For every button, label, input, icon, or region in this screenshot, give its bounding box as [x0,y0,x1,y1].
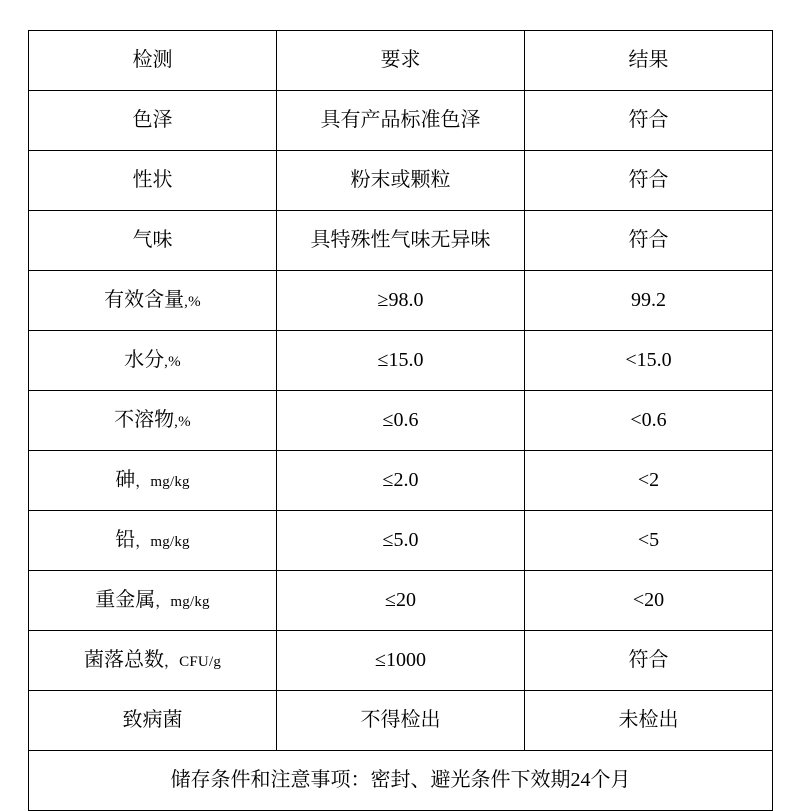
item-unit: ,% [174,414,191,430]
cell-result: <2 [525,451,773,511]
table-header-row [29,31,773,91]
cell-item [29,451,277,511]
cell-result: 符合 [525,631,773,691]
cell-requirement: ≥98.0 [277,271,525,331]
item-label: 重金属 [95,589,156,611]
item-unit: ,% [164,354,181,370]
cell-item [29,331,277,391]
cell-item [29,91,277,151]
table-row [29,631,773,691]
item-label: 砷 [115,469,136,491]
cell-item [29,511,277,571]
cell-result: <15.0 [525,331,773,391]
cell-item [29,271,277,331]
column-header-item: 检测 [29,31,277,91]
cell-requirement: 不得检出 [277,691,525,751]
cell-requirement: 具特殊性气味无异味 [277,211,525,271]
item-unit: ，CFU/g [163,654,222,670]
item-unit: ，mg/kg [155,594,210,610]
cell-item [29,571,277,631]
table-row [29,451,773,511]
cell-result: <20 [525,571,773,631]
item-label: 致病菌 [122,709,183,731]
item-unit: ,% [184,294,201,310]
item-label: 气味 [132,229,173,251]
table-row [29,391,773,451]
item-label: 性状 [132,169,173,191]
table-row [29,271,773,331]
column-header-requirement: 要求 [277,31,525,91]
cell-result: 符合 [525,91,773,151]
item-label: 有效含量 [104,289,185,311]
table-body [29,31,773,811]
storage-note: 储存条件和注意事项：密封、避光条件下效期24个月 [29,751,773,811]
item-label: 不溶物 [114,409,175,431]
table-row [29,91,773,151]
table-note-row [29,751,773,811]
cell-item [29,691,277,751]
item-label: 铅 [115,529,136,551]
cell-item [29,211,277,271]
table-row [29,211,773,271]
item-label: 水分 [124,349,165,371]
cell-requirement: ≤20 [277,571,525,631]
cell-requirement: ≤1000 [277,631,525,691]
cell-requirement: 粉末或颗粒 [277,151,525,211]
cell-requirement: ≤2.0 [277,451,525,511]
table-row [29,331,773,391]
item-unit: ，mg/kg [135,534,190,550]
cell-result: 符合 [525,151,773,211]
cell-requirement: ≤5.0 [277,511,525,571]
table-row [29,151,773,211]
cell-result: 未检出 [525,691,773,751]
column-header-result: 结果 [525,31,773,91]
cell-requirement: ≤0.6 [277,391,525,451]
item-label: 色泽 [132,109,173,131]
item-label: 菌落总数 [83,649,164,671]
cell-requirement: 具有产品标准色泽 [277,91,525,151]
table-row [29,691,773,751]
cell-result: 符合 [525,211,773,271]
item-unit: ，mg/kg [135,474,190,490]
table-row [29,511,773,571]
cell-item [29,151,277,211]
cell-item [29,391,277,451]
cell-result: <5 [525,511,773,571]
table-row [29,571,773,631]
cell-item [29,631,277,691]
cell-requirement: ≤15.0 [277,331,525,391]
cell-result: <0.6 [525,391,773,451]
cell-result: 99.2 [525,271,773,331]
specification-table [28,30,773,811]
